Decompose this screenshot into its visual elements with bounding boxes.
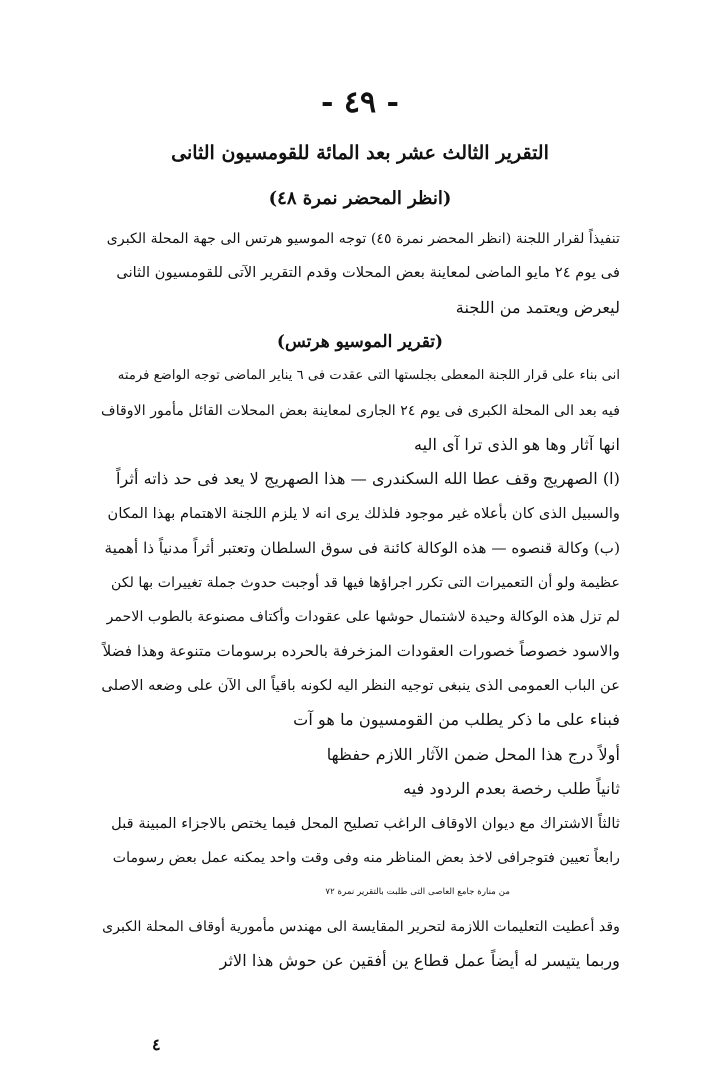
text-line: فبناء على ما ذكر يطلب من القومسيون ما هو آت: [293, 710, 620, 730]
text-line: (ا) الصهريج وقف عطا الله السكندرى — هذا الصهريج لا يعد فى حد ذاته أثراً: [116, 469, 620, 489]
text-line: انها آثار وها هو الذى ترا آى اليه: [413, 435, 620, 455]
text-line: ليعرض ويعتمد من اللجنة: [455, 297, 620, 317]
page-number: - ٤٩ -: [320, 85, 400, 120]
text-line: والاسود خصوصاً خصورات العقودات المزخرفة بالحرده برسومات متنوعة وهذا فضلاً: [102, 642, 620, 661]
text-line: تنفيذاً لقرار اللجنة (انظر المحضر نمرة ٤٥) توجه الموسيو هرتس الى جهة المحلة الكبرى: [106, 231, 620, 247]
text-line: وقد أعطيت التعليمات اللازمة لتحرير المقايسة الى مهندس مأمورية أوقاف المحلة الكبرى: [102, 918, 620, 935]
request-item: أولاً درج هذا المحل ضمن الآثار اللازم حفظها: [326, 744, 620, 764]
request-item: ثانياً طلب رخصة بعدم الردود فيه: [403, 779, 620, 799]
text-line: عظيمة ولو أن التعميرات التى تكرر اجراؤها فيها قد أوجبت حدوث جملة تغييرات بها لكن: [110, 574, 620, 591]
text-line: انى بناء على قرار اللجنة المعطى بجلستها التى عقدت فى ٦ يناير الماضى توجه الواضع فرمته: [117, 368, 620, 384]
footer-signature-mark: ٤: [152, 1035, 161, 1054]
intro-paragraph: [100, 222, 620, 325]
section-title: (تقرير الموسيو هرتس): [276, 332, 444, 353]
request-item: رابعاً تعيين فتوجرافى لاخذ بعض المناظر منه وفى وقت واحد يمكنه عمل بعض رسومات: [112, 849, 620, 866]
body-paragraph-wakala: [100, 531, 620, 737]
text-line: لم تزل هذه الوكالة وحيدة لاشتمال حوشها على عقودات وأكتاف مصنوعة بالطوب الاحمر: [106, 609, 620, 626]
text-line: فيه بعد الى المحلة الكبرى فى يوم ٢٤ الجارى لمعاينة بعض المحلات القائل مأمور الاوقاف: [100, 402, 620, 419]
text-line: وربما يتيسر له أيضاً عمل قطاع ين أفقين عن حوش هذا الاثر: [219, 951, 620, 971]
text-line: فى يوم ٢٤ مايو الماضى لمعاينة بعض المحلات وقدم التقرير الآتى للقومسيون الثانى: [116, 264, 620, 282]
request-item: ثالثاً الاشتراك مع ديوان الاوقاف الراغب تصليح المحل فيما يختص بالاجزاء المبينة قبل: [111, 814, 620, 832]
report-subtitle: (انظر المحضر نمرة ٤٨): [268, 188, 452, 209]
body-paragraph-closing: [100, 910, 620, 979]
text-line: (ب) وكالة قنصوه — هذه الوكالة كائنة فى سوق السلطان وتعتبر أثراً مدنياً ذا أهمية: [104, 539, 620, 558]
request-item-continuation: من منارة جامع العاصى التى طلبت بالتقرير نمرة ٧٢: [325, 887, 510, 898]
body-paragraph-cistern: [100, 462, 620, 531]
text-line: عن الباب العمومى الذى ينبغى توجيه النظر اليه لكونه باقياً الى الآن على وضعه الاصلى: [101, 676, 620, 694]
text-line: والسبيل الذى كان بأعلاه غير موجود فلذلك يرى انه لا يلزم اللجنة الاهتمام بهذا المكان: [107, 504, 620, 522]
body-paragraph-opening: [100, 359, 620, 462]
body-paragraph-requests: [100, 738, 620, 910]
report-title: التقرير الثالث عشر بعد المائة للقومسيون الثانى: [171, 142, 549, 164]
